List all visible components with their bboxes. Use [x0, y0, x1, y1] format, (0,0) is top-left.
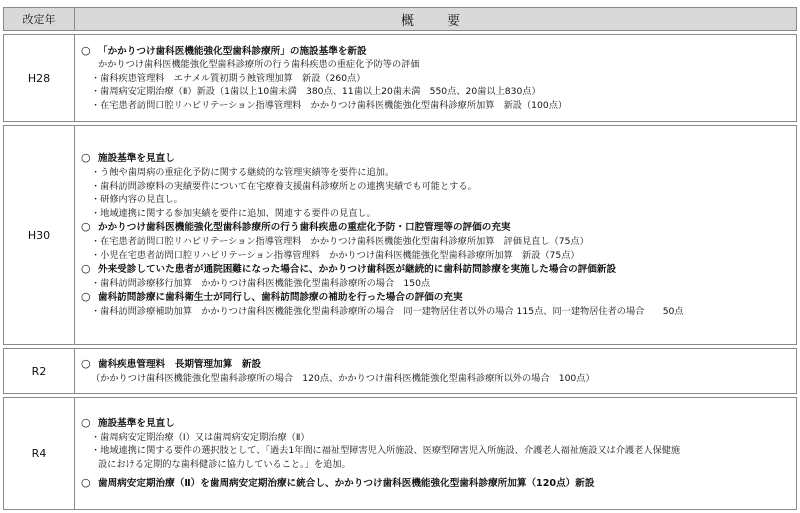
circle-bullet-icon: ○: [81, 290, 91, 304]
summary-heading: [81, 476, 790, 491]
summary-line: ・在宅患者訪問口腔リハビリテーション指導管理料 かかりつけ歯科医機能強化型歯科診療所加算 評価見直し（75点）: [91, 236, 589, 247]
revision-table: [3, 4, 797, 513]
summary-line: ・地域連携に関する要件の選択肢として、「過去1年間に福祉型障害児入所施設、医療型障害児入所施設、介護老人福祉施設又は介護老人保健施: [91, 445, 681, 457]
circle-bullet-icon: ○: [81, 476, 91, 490]
table-row-h30: [3, 125, 797, 345]
summary-heading-text: 外来受診していた患者が通院困難になった場合に、かかりつけ歯科医が継続的に歯科訪問診療を実施した場合の評価新設: [98, 264, 617, 276]
summary-line: ・歯科訪問診療補助加算 かかりつけ歯科医機能強化型歯科診療所の場合 同一建物居住者以外の場合 115点、同一建物居住者の場合 50点: [91, 305, 684, 317]
summary-line: ・歯科疾患管理料 エナメル質初期う蝕管理加算 新設（260点）: [91, 72, 366, 84]
summary-heading-text: 施設基準を見直し: [98, 153, 175, 165]
table-row-r2: [3, 348, 797, 394]
summary-heading: [81, 416, 790, 431]
summary-line: ・歯科訪問診療料の実績要件について在宅療養支援歯科診療所との連携実績でも可能とする。: [91, 180, 477, 192]
summary-line: ・う蝕や歯周病の重症化予防に関する継続的な管理実績等を要件に追加。: [91, 167, 395, 179]
summary-heading-text: 歯周病安定期治療（Ⅱ）を歯周病安定期治療に統合し、かかりつけ歯科医機能強化型歯科診療所加算（120点）新設: [98, 478, 595, 490]
summary-line: かかりつけ歯科医機能強化型歯科診療所の行う歯科疾患の重症化予防等の評価: [98, 59, 420, 71]
summary-heading: [81, 290, 790, 305]
summary-heading-text: 歯科疾患管理料 長期管理加算 新設: [98, 358, 262, 370]
summary-cell: [74, 34, 797, 122]
summary-line: ・小児在宅患者訪問口腔リハビリテーション指導管理料 かかりつけ歯科医機能強化型歯科診療所加算 新設（75点）: [91, 249, 580, 261]
summary-line: （かかりつけ歯科医機能強化型歯科診療所の場合 120点、かかりつけ歯科医機能強化型歯科診療所以外の場合 100点）: [91, 372, 595, 384]
circle-bullet-icon: ○: [81, 356, 91, 370]
summary-heading-text: 施設基準を見直し: [98, 418, 175, 430]
summary-line: ・歯周病安定期治療（Ⅰ）又は歯周病安定期治療（Ⅱ）: [91, 431, 310, 443]
header-year: 改定年: [3, 7, 74, 31]
summary-heading-text: 「かかりつけ歯科医機能強化型歯科診療所」の施設基準を新設: [98, 45, 367, 57]
circle-bullet-icon: ○: [81, 220, 91, 234]
circle-bullet-icon: ○: [81, 262, 91, 276]
summary-heading-text: かかりつけ歯科医機能強化型歯科診療所の行う歯科疾患の重症化予防・口腔管理等の評価の充実: [98, 222, 511, 234]
summary-heading-text: 歯科訪問診療に歯科衛生士が同行し、歯科訪問診療の補助を行った場合の評価の充実: [98, 292, 463, 304]
summary-line: ・歯科訪問診療移行加算 かかりつけ歯科医機能強化型歯科診療所の場合 150点: [91, 277, 431, 289]
summary-line: 設における定期的な歯科健診に協力していること。」を追加。: [98, 458, 351, 470]
year-cell: H28: [3, 34, 74, 122]
year-cell: R2: [3, 348, 74, 394]
summary-line: ・研修内容の見直し。: [91, 194, 183, 206]
summary-cell: [74, 125, 797, 345]
table-header-row: [3, 7, 797, 31]
year-cell: R4: [3, 397, 74, 510]
summary-heading: [81, 220, 790, 235]
header-summary: 概 要: [74, 7, 797, 31]
summary-line: ・地域連携に関する参加実績を要件に追加、関連する要件の見直し。: [91, 207, 376, 219]
year-cell: H30: [3, 125, 74, 345]
table-row-h28: [3, 34, 797, 122]
circle-bullet-icon: ○: [81, 43, 91, 57]
summary-cell: [74, 348, 797, 394]
summary-heading: [81, 151, 790, 166]
summary-cell: [74, 397, 797, 510]
summary-line: ・歯周病安定期治療（Ⅱ）新設（1歯以上10歯未満 380点、11歯以上20歯未満 550点、20歯以上830点）: [91, 86, 541, 98]
summary-line: ・在宅患者訪問口腔リハビリテーション指導管理料 かかりつけ歯科医機能強化型歯科診療所加算 新設（100点）: [91, 99, 568, 111]
table-row-r4: [3, 397, 797, 510]
summary-heading: [81, 357, 790, 372]
summary-heading: [81, 44, 790, 59]
summary-heading: [81, 262, 790, 277]
circle-bullet-icon: ○: [81, 151, 91, 165]
circle-bullet-icon: ○: [81, 416, 91, 430]
